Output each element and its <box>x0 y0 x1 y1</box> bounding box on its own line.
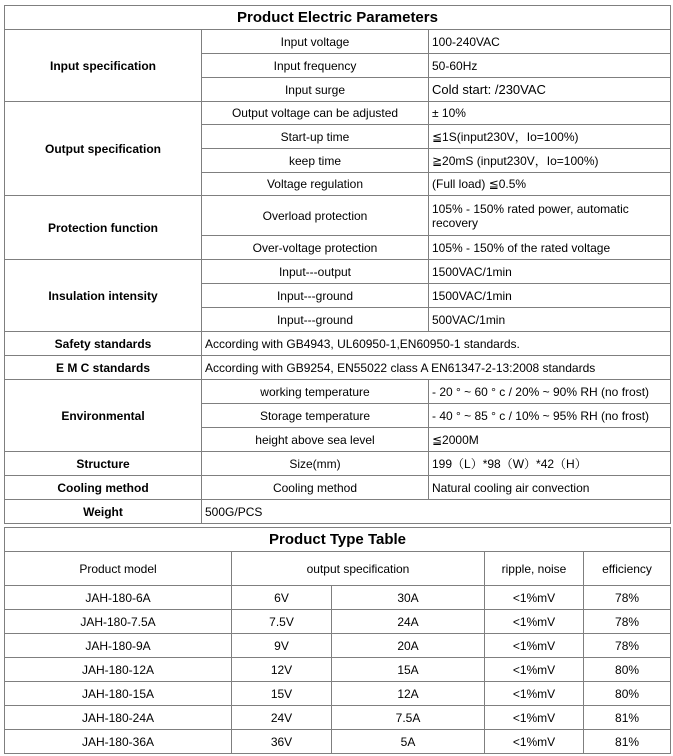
param-cell: height above sea level <box>202 428 429 452</box>
ripple-cell: <1%mV <box>485 634 584 658</box>
current-cell: 7.5A <box>332 706 485 730</box>
table-row <box>5 30 671 54</box>
efficiency-cell: 78% <box>584 586 671 610</box>
voltage-cell: 36V <box>232 730 332 754</box>
column-header-ripple: ripple, noise <box>485 552 584 586</box>
voltage-cell: 9V <box>232 634 332 658</box>
ripple-cell: <1%mV <box>485 682 584 706</box>
efficiency-cell: 78% <box>584 610 671 634</box>
category-cell: E M C standards <box>5 356 202 380</box>
value-cell: According with GB4943, UL60950-1,EN60950-1 standards. <box>202 332 671 356</box>
table-row <box>5 586 671 610</box>
table-row <box>5 380 671 404</box>
current-cell: 5A <box>332 730 485 754</box>
header-row <box>5 552 671 586</box>
efficiency-cell: 81% <box>584 706 671 730</box>
param-cell: Input---ground <box>202 284 429 308</box>
category-cell: Safety standards <box>5 332 202 356</box>
table-row <box>5 500 671 524</box>
value-cell: - 20 ° ~ 60 ° c / 20% ~ 90% RH (no frost) <box>429 380 671 404</box>
table-row <box>5 356 671 380</box>
value-cell: ± 10% <box>429 102 671 125</box>
efficiency-cell: 80% <box>584 682 671 706</box>
current-cell: 12A <box>332 682 485 706</box>
param-cell: Over-voltage protection <box>202 236 429 260</box>
model-cell: JAH-180-9A <box>5 634 232 658</box>
efficiency-cell: 80% <box>584 658 671 682</box>
table-row <box>5 260 671 284</box>
table-row <box>5 706 671 730</box>
param-cell: Storage temperature <box>202 404 429 428</box>
model-cell: JAH-180-24A <box>5 706 232 730</box>
column-header-efficiency: efficiency <box>584 552 671 586</box>
product-type-table <box>4 527 671 754</box>
table-row <box>5 682 671 706</box>
param-cell: Size(mm) <box>202 452 429 476</box>
param-cell: keep time <box>202 149 429 173</box>
param-cell: Output voltage can be adjusted <box>202 102 429 125</box>
efficiency-cell: 81% <box>584 730 671 754</box>
ripple-cell: <1%mV <box>485 586 584 610</box>
current-cell: 30A <box>332 586 485 610</box>
param-cell: Voltage regulation <box>202 173 429 196</box>
model-cell: JAH-180-12A <box>5 658 232 682</box>
model-cell: JAH-180-36A <box>5 730 232 754</box>
value-cell: 50-60Hz <box>429 54 671 78</box>
category-cell: Output specification <box>5 102 202 196</box>
electric-parameters-title: Product Electric Parameters <box>5 6 671 30</box>
value-cell: 105% - 150% rated power, automatic recovery <box>429 196 671 236</box>
table-row <box>5 102 671 125</box>
category-cell: Structure <box>5 452 202 476</box>
table-row <box>5 634 671 658</box>
table-row <box>5 332 671 356</box>
value-cell: - 40 ° ~ 85 ° c / 10% ~ 95% RH (no frost) <box>429 404 671 428</box>
voltage-cell: 7.5V <box>232 610 332 634</box>
value-cell: 100-240VAC <box>429 30 671 54</box>
value-cell: 1500VAC/1min <box>429 260 671 284</box>
model-cell: JAH-180-7.5A <box>5 610 232 634</box>
value-cell: ≦1S(input230V，Io=100%) <box>429 125 671 149</box>
voltage-cell: 15V <box>232 682 332 706</box>
value-cell: 105% - 150% of the rated voltage <box>429 236 671 260</box>
value-cell: 199（L）*98（W）*42（H） <box>429 452 671 476</box>
column-header-model: Product model <box>5 552 232 586</box>
voltage-cell: 12V <box>232 658 332 682</box>
value-cell: (Full load) ≦0.5% <box>429 173 671 196</box>
param-cell: Start-up time <box>202 125 429 149</box>
ripple-cell: <1%mV <box>485 610 584 634</box>
model-cell: JAH-180-15A <box>5 682 232 706</box>
table-row <box>5 658 671 682</box>
current-cell: 15A <box>332 658 485 682</box>
table-row <box>5 452 671 476</box>
param-cell: Input voltage <box>202 30 429 54</box>
table-row <box>5 476 671 500</box>
column-header-output: output specification <box>232 552 485 586</box>
value-cell: ≦2000M <box>429 428 671 452</box>
value-cell: 1500VAC/1min <box>429 284 671 308</box>
param-cell: Cooling method <box>202 476 429 500</box>
efficiency-cell: 78% <box>584 634 671 658</box>
param-cell: working temperature <box>202 380 429 404</box>
table-row <box>5 730 671 754</box>
value-cell: Cold start: /230VAC <box>429 78 671 102</box>
param-cell: Overload protection <box>202 196 429 236</box>
category-cell: Weight <box>5 500 202 524</box>
current-cell: 20A <box>332 634 485 658</box>
category-cell: Protection function <box>5 196 202 260</box>
param-cell: Input---ground <box>202 308 429 332</box>
value-cell: 500VAC/1min <box>429 308 671 332</box>
category-cell: Input specification <box>5 30 202 102</box>
param-cell: Input frequency <box>202 54 429 78</box>
ripple-cell: <1%mV <box>485 706 584 730</box>
category-cell: Cooling method <box>5 476 202 500</box>
category-cell: Insulation intensity <box>5 260 202 332</box>
table-row <box>5 196 671 236</box>
model-cell: JAH-180-6A <box>5 586 232 610</box>
voltage-cell: 6V <box>232 586 332 610</box>
table-row <box>5 610 671 634</box>
param-cell: Input---output <box>202 260 429 284</box>
value-cell: According with GB9254, EN55022 class A EN61347-2-13:2008 standards <box>202 356 671 380</box>
value-cell: ≧20mS (input230V，Io=100%) <box>429 149 671 173</box>
product-type-title: Product Type Table <box>5 528 671 552</box>
value-cell: 500G/PCS <box>202 500 671 524</box>
ripple-cell: <1%mV <box>485 658 584 682</box>
type-rows <box>5 586 671 754</box>
value-cell: Natural cooling air convection <box>429 476 671 500</box>
voltage-cell: 24V <box>232 706 332 730</box>
current-cell: 24A <box>332 610 485 634</box>
param-cell: Input surge <box>202 78 429 102</box>
electric-parameters-table <box>4 5 671 524</box>
ripple-cell: <1%mV <box>485 730 584 754</box>
category-cell: Environmental <box>5 380 202 452</box>
